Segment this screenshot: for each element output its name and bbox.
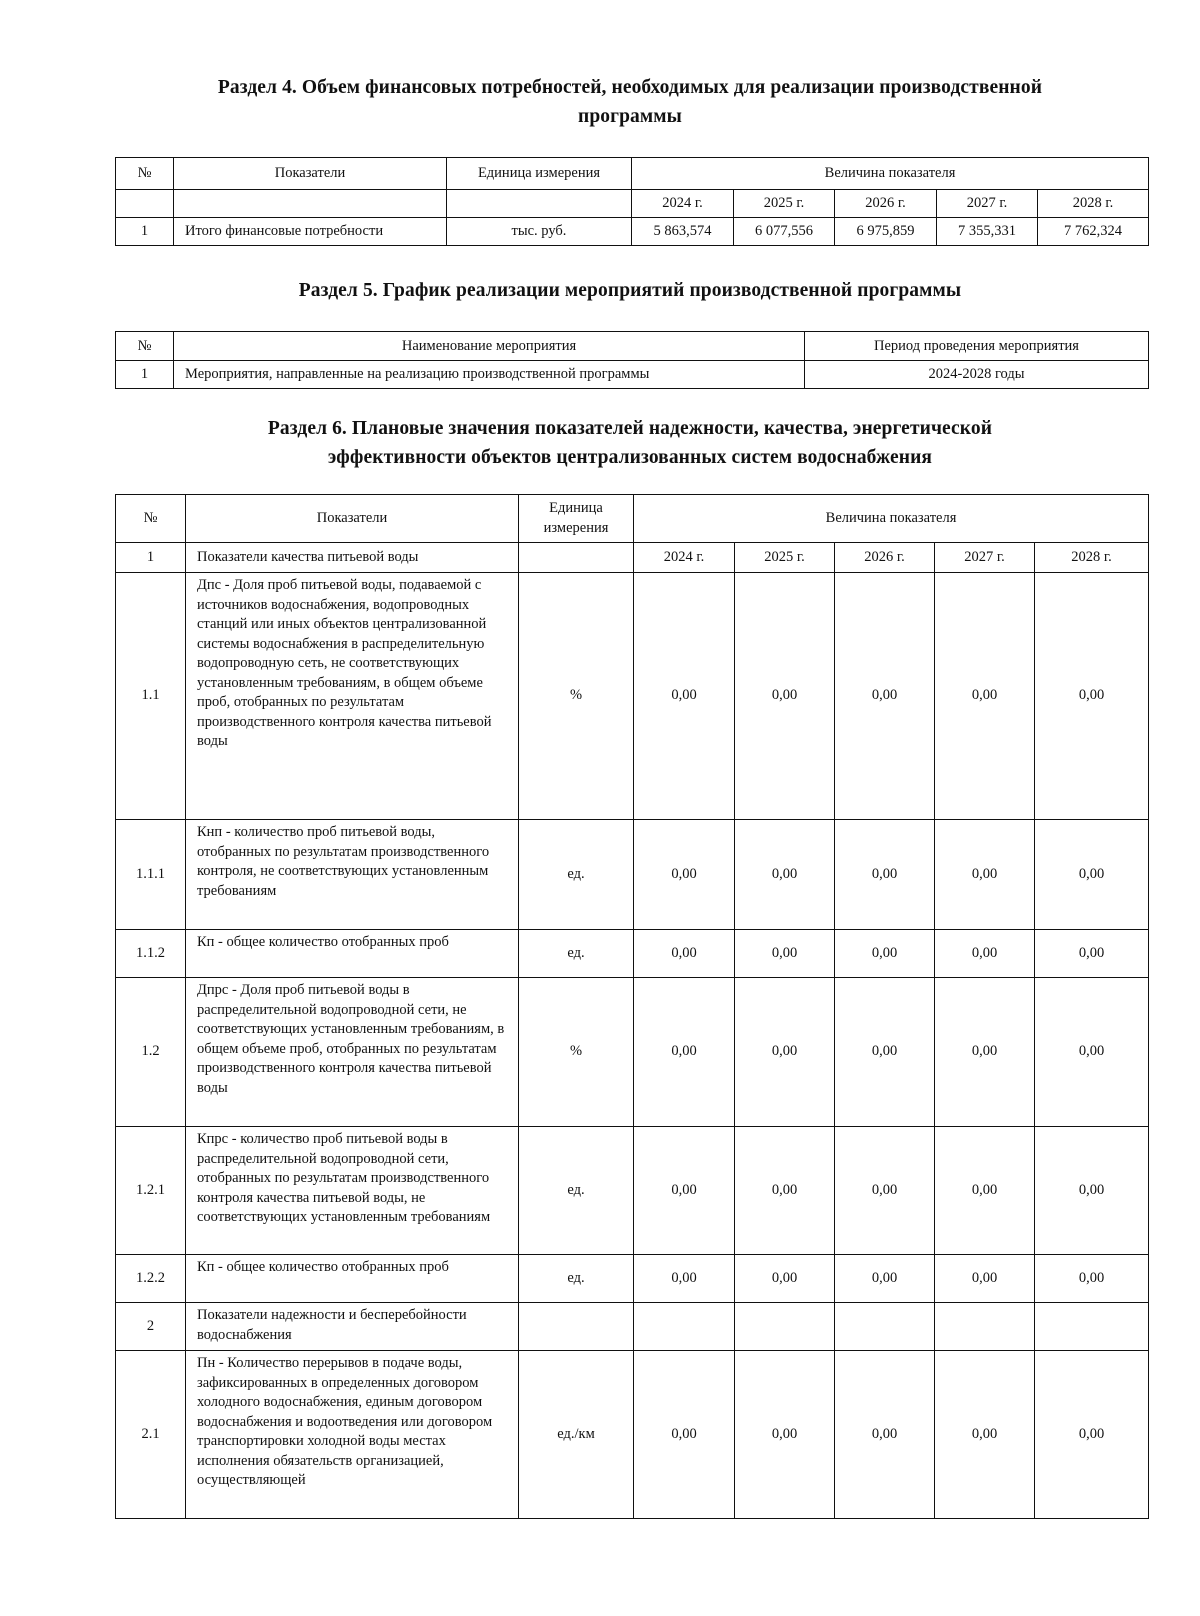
row-num: 1.1.2 — [116, 930, 186, 978]
row-value-2028: 0,00 — [1035, 930, 1149, 978]
row-unit: ед. — [519, 820, 634, 930]
row-value-2027: 7 355,331 — [937, 218, 1038, 246]
row-value-2025: 6 077,556 — [734, 218, 835, 246]
row-value-2024: 0,00 — [634, 1351, 735, 1519]
row-value-2025: 0,00 — [735, 978, 835, 1127]
row-num: 1.1.1 — [116, 820, 186, 930]
row-period: 2024-2028 годы — [805, 361, 1149, 389]
row-unit: ед./км — [519, 1351, 634, 1519]
section6-table — [115, 494, 1149, 1519]
section5-header-row — [116, 332, 1149, 361]
header-value: Величина показателя — [632, 158, 1149, 190]
row-value-2025 — [735, 1303, 835, 1351]
row-name: Пн - Количество перерывов в подаче воды, зафиксированных в определенных договором холодного водоснабжения, единым договором водоснабжения и водоотведения или договором транспортировки холодной воды местах исполнения обязательств организацией, осуществляющей — [186, 1351, 519, 1519]
empty-cell — [116, 190, 174, 218]
section5-table — [115, 331, 1149, 389]
row-num: 1.1 — [116, 573, 186, 820]
row-value-2028: 0,00 — [1035, 1255, 1149, 1303]
row-name: Дпрс - Доля проб питьевой воды в распределительной водопроводной сети, не соответствующих установленным требованиям, в общем объеме проб, отобранных по результатам производственного контроля качества питьевой воды — [186, 978, 519, 1127]
row-value-2028: 7 762,324 — [1038, 218, 1149, 246]
row-name: Кп - общее количество отобранных проб — [186, 930, 519, 978]
row-value-2027: 0,00 — [935, 930, 1035, 978]
row-unit: ед. — [519, 1255, 634, 1303]
year-2026: 2026 г. — [835, 190, 937, 218]
row-value-2028: 0,00 — [1035, 978, 1149, 1127]
row-num: 2.1 — [116, 1351, 186, 1519]
header-activity-name: Наименование мероприятия — [174, 332, 805, 361]
row-value-2026: 0,00 — [835, 1255, 935, 1303]
row-value-2025: 0,00 — [735, 1255, 835, 1303]
empty-cell — [447, 190, 632, 218]
row-value-2024: 5 863,574 — [632, 218, 734, 246]
row-value-2026: 0,00 — [835, 1127, 935, 1255]
table-row — [116, 1255, 1149, 1303]
section4-title-line2: программы — [578, 106, 682, 127]
row-num: 1.2.1 — [116, 1127, 186, 1255]
row-value-2025: 0,00 — [735, 930, 835, 978]
row-value-2024: 0,00 — [634, 1255, 735, 1303]
row-value-2027: 0,00 — [935, 1255, 1035, 1303]
row-activity-name: Мероприятия, направленные на реализацию производственной программы — [174, 361, 805, 389]
row-name: Дпс - Доля проб питьевой воды, подаваемой с источников водоснабжения, водопроводных станций или иных объектов централизованной системы водоснабжения в распределительную водопроводную сеть, не соответствующих установленным требованиям, в общем объеме проб, отобранных по результатам производственного контроля качества питьевой воды — [186, 573, 519, 820]
row-name: Кпрс - количество проб питьевой воды в распределительной водопроводной сети, отобранных по результатам производственного контроля качества питьевой воды, не соответствующих установленным требованиям — [186, 1127, 519, 1255]
header-indicator: Показатели — [174, 158, 447, 190]
row-num: 1 — [116, 361, 174, 389]
section6-title-line2: эффективности объектов централизованных систем водоснабжения — [327, 447, 933, 468]
row-unit: ед. — [519, 930, 634, 978]
row-value-2028 — [1035, 1303, 1149, 1351]
row-unit — [519, 1303, 634, 1351]
row-num: 1 — [116, 218, 174, 246]
row-value-2027: 0,00 — [935, 820, 1035, 930]
year-2027: 2027 г. — [935, 543, 1035, 573]
year-2028: 2028 г. — [1038, 190, 1149, 218]
row-num: 2 — [116, 1303, 186, 1351]
header-num: № — [116, 332, 174, 361]
header-indicator: Показатели — [186, 495, 519, 543]
section4-table — [115, 157, 1149, 246]
year-2028: 2028 г. — [1035, 543, 1149, 573]
row-value-2027: 0,00 — [935, 573, 1035, 820]
table-row — [116, 218, 1149, 246]
table-row — [116, 543, 1149, 573]
row-value-2026: 0,00 — [835, 820, 935, 930]
header-num: № — [116, 495, 186, 543]
row-value-2028: 0,00 — [1035, 820, 1149, 930]
header-unit: Единица измерения — [447, 158, 632, 190]
row-name: Кнп - количество проб питьевой воды, отобранных по результатам производственного контроля, не соответствующих установленным требованиям — [186, 820, 519, 930]
row-value-2024: 0,00 — [634, 1127, 735, 1255]
row-value-2027: 0,00 — [935, 978, 1035, 1127]
row-value-2028: 0,00 — [1035, 573, 1149, 820]
row-unit: % — [519, 573, 634, 820]
row-value-2024: 0,00 — [634, 820, 735, 930]
row-value-2026 — [835, 1303, 935, 1351]
row-value-2028: 0,00 — [1035, 1351, 1149, 1519]
year-2026: 2026 г. — [835, 543, 935, 573]
header-period: Период проведения мероприятия — [805, 332, 1149, 361]
section4-title — [110, 73, 1150, 131]
year-2024: 2024 г. — [634, 543, 735, 573]
row-value-2027: 0,00 — [935, 1127, 1035, 1255]
table-row — [116, 1127, 1149, 1255]
row-value-2025: 0,00 — [735, 573, 835, 820]
row-num: 1 — [116, 543, 186, 573]
year-2027: 2027 г. — [937, 190, 1038, 218]
row-value-2027: 0,00 — [935, 1351, 1035, 1519]
row-unit — [519, 543, 634, 573]
year-2025: 2025 г. — [735, 543, 835, 573]
row-name: Показатели качества питьевой воды — [186, 543, 519, 573]
row-name: Итого финансовые потребности — [174, 218, 447, 246]
section4-years-row — [116, 190, 1149, 218]
section6-title — [110, 414, 1150, 472]
row-num: 1.2 — [116, 978, 186, 1127]
table-row — [116, 820, 1149, 930]
row-value-2026: 0,00 — [835, 1351, 935, 1519]
section6-title-line1: Раздел 6. Плановые значения показателей надежности, качества, энергетической — [267, 418, 993, 439]
row-unit: тыс. руб. — [447, 218, 632, 246]
row-name: Кп - общее количество отобранных проб — [186, 1255, 519, 1303]
table-row — [116, 930, 1149, 978]
row-value-2025: 0,00 — [735, 1351, 835, 1519]
section6-header-row — [116, 495, 1149, 543]
row-value-2025: 0,00 — [735, 820, 835, 930]
table-row — [116, 361, 1149, 389]
section5-title — [110, 276, 1150, 305]
table-row — [116, 1351, 1149, 1519]
row-value-2026: 0,00 — [835, 930, 935, 978]
header-num: № — [116, 158, 174, 190]
year-2024: 2024 г. — [632, 190, 734, 218]
section4-header-row — [116, 158, 1149, 190]
empty-cell — [174, 190, 447, 218]
header-unit: Единица измерения — [519, 495, 634, 543]
row-value-2024: 0,00 — [634, 573, 735, 820]
section5-title-line: Раздел 5. График реализации мероприятий производственной программы — [298, 280, 962, 301]
section4-title-line1: Раздел 4. Объем финансовых потребностей, необходимых для реализации производственной — [217, 77, 1043, 98]
row-value-2026: 0,00 — [835, 978, 935, 1127]
table-row — [116, 978, 1149, 1127]
row-value-2025: 0,00 — [735, 1127, 835, 1255]
row-value-2027 — [935, 1303, 1035, 1351]
table-row — [116, 573, 1149, 820]
header-value: Величина показателя — [634, 495, 1149, 543]
row-num: 1.2.2 — [116, 1255, 186, 1303]
row-value-2026: 6 975,859 — [835, 218, 937, 246]
row-value-2026: 0,00 — [835, 573, 935, 820]
row-value-2024 — [634, 1303, 735, 1351]
row-value-2024: 0,00 — [634, 978, 735, 1127]
row-name: Показатели надежности и бесперебойности водоснабжения — [186, 1303, 519, 1351]
row-unit: ед. — [519, 1127, 634, 1255]
row-unit: % — [519, 978, 634, 1127]
table-row — [116, 1303, 1149, 1351]
year-2025: 2025 г. — [734, 190, 835, 218]
row-value-2024: 0,00 — [634, 930, 735, 978]
row-value-2028: 0,00 — [1035, 1127, 1149, 1255]
